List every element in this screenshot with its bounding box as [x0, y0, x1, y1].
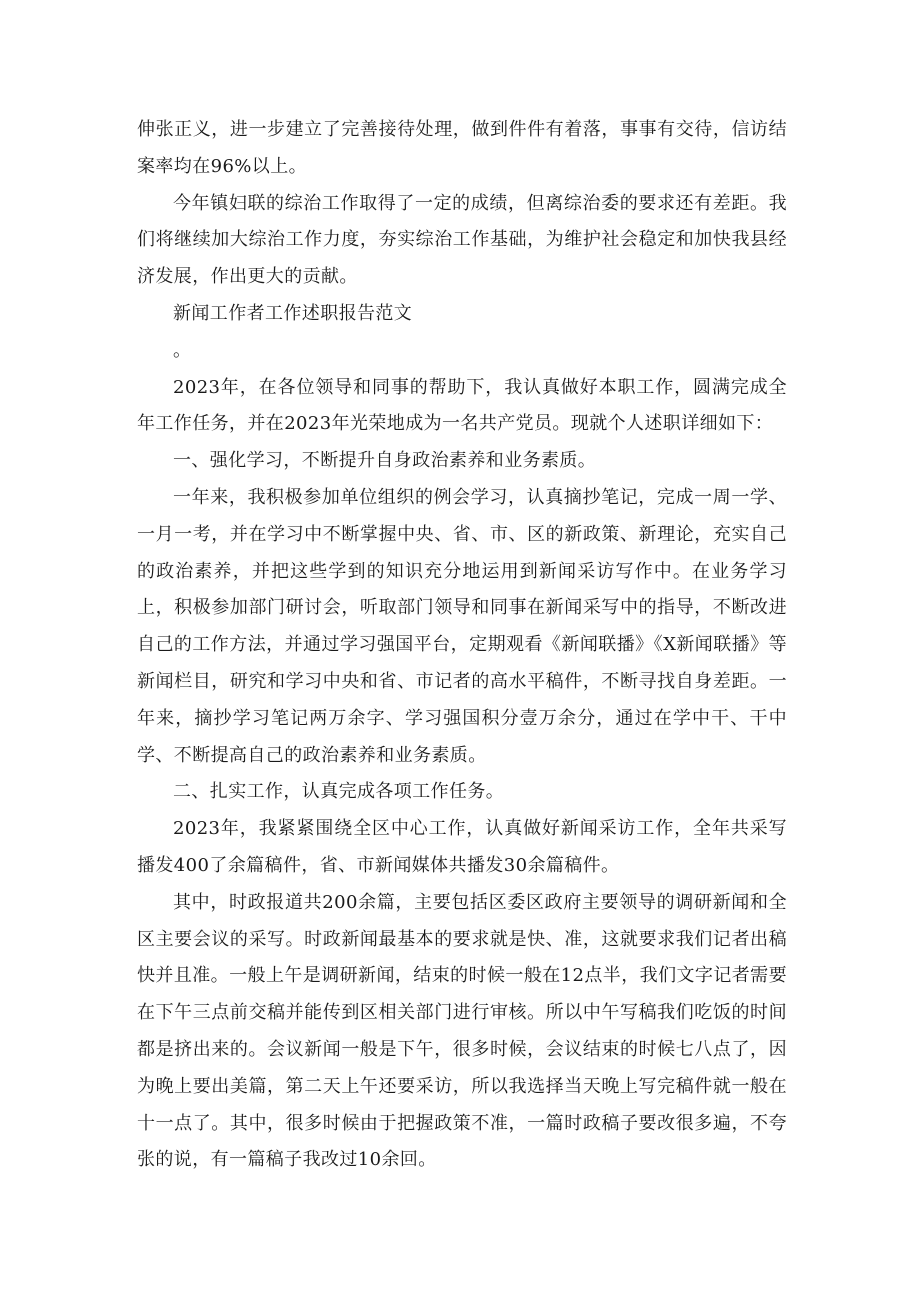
paragraph-petition-closing: 伸张正义，进一步建立了完善接待处理，做到件件有着落，事事有交待，信访结案率均在96%以上。 [137, 119, 787, 177]
stray-period: 。 [173, 339, 192, 361]
paragraph-study-details: 一年来，我积极参加单位组织的例会学习，认真摘抄笔记，完成一周一学、一月一考，并在学习中不断掌握中央、省、市、区的新政策、新理论，充实自己的政治素养，并把这些学到的知识充分地运用到新闻采访写作中。在业务学习上，积极参加部门研讨会，听取部门领导和同事在新闻采写中的指导，不断改进自己的工作方法，并通过学习强国平台，定期观看《新闻联播》《X新闻联播》等新闻栏目，研究和学习中央和省、市记者的高水平稿件，不断寻找自身差距。一年来，摘抄学习笔记两万余字、学习强国积分壹万余分，通过在学中干、干中学、不断提高自己的政治素养和业务素质。 [137, 486, 787, 766]
paragraph-intro: 2023年，在各位领导和同事的帮助下，我认真做好本职工作，圆满完成全年工作任务，并在2023年光荣地成为一名共产党员。现就个人述职详细如下： [137, 376, 787, 435]
paragraph-political-news: 其中，时政报道共200余篇，主要包括区委区政府主要领导的调研新闻和全区主要会议的采写。时政新闻最基本的要求就是快、准，这就要求我们记者出稿快并且准。一般上午是调研新闻，结束的时候一般在12点半，我们文字记者需要在下午三点前交稿并能传到区相关部门进行审核。所以中午写稿我们吃饭的时间都是挤出来的。会议新闻一般是下午，很多时候，会议结束的时候七八点了，因为晚上要出美篇，第二天上午还要采访，所以我选择当天晚上写完稿件就一般在十一点了。其中，很多时候由于把握政策不准，一篇时政稿子要改很多遍，不夸张的说，有一篇稿子我改过10余回。 [137, 891, 787, 1171]
paragraph-women-federation-summary: 今年镇妇联的综治工作取得了一定的成绩，但离综治委的要求还有差距。我们将继续加大综治工作力度，夯实综治工作基础，为维护社会稳定和加快我县经济发展，作出更大的贡献。 [137, 192, 787, 288]
paragraph-work-summary: 2023年，我紧紧围绕全区中心工作，认真做好新闻采访工作，全年共采写播发400了余篇稿件，省、市新闻媒体共播发30余篇稿件。 [137, 818, 787, 876]
section-heading-study: 一、强化学习，不断提升自身政治素养和业务素质。 [173, 450, 597, 472]
document-page [137, 112, 787, 1179]
section-heading-work: 二、扎实工作，认真完成各项工作任务。 [173, 781, 505, 803]
report-title: 新闻工作者工作述职报告范文 [173, 302, 413, 324]
